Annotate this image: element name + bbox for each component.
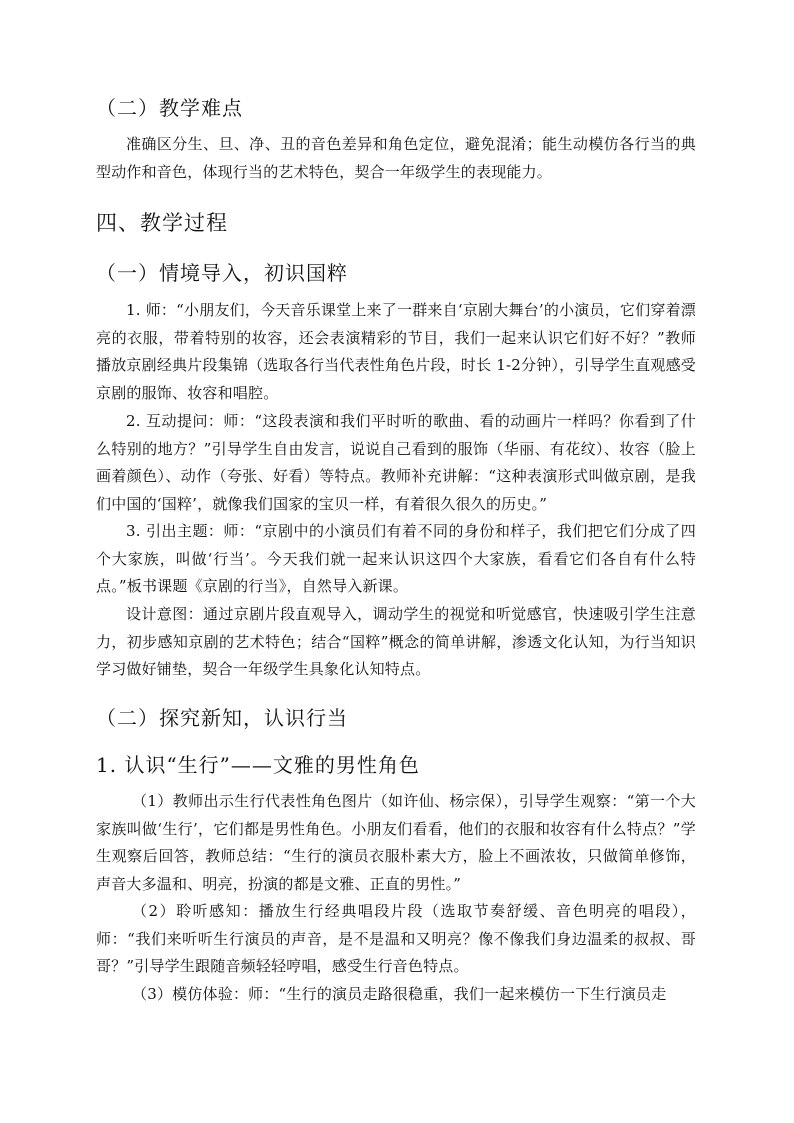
paragraph-design-intent: 设计意图：通过京剧片段直观导入，调动学生的视觉和听觉感官，快速吸引学生注意力，初步感知京剧的艺术特色；结合“国粹”概念的简单讲解，渗透文化认知，为行当知识学习做好铺垫，契合一年级学生具象化认知特点。 (96, 605, 696, 678)
paragraph-sheng-1: （1）教师出示生行代表性角色图片（如许仙、杨宗保），引导学生观察：“第一个大家族叫做‘生行’，它们都是男性角色。小朋友们看看，他们的衣服和妆容有什么特点？”学生观察后回答，教师总结：“生行的演员衣服朴素大方，脸上不画浓妆，只做简单修饰，声音大多温和、明亮，扮演的都是文雅、正直的男性。” (96, 792, 696, 893)
paragraph-intro-1: 1. 师：“小朋友们，今天音乐课堂上来了一群来自‘京剧大舞台’的小演员，它们穿着漂亮的衣服，带着特别的妆容，还会表演精彩的节目，我们一起来认识它们好不好？”教师播放京剧经典片段集锦（选取各行当代表性角色片段，时长 1-2分钟），引导学生直观感受京剧的服饰、妆容和唱腔。 (96, 301, 696, 402)
paragraph-sheng-3: （3）模仿体验：师：“生行的演员走路很稳重，我们一起来模仿一下生行演员走 (132, 985, 667, 1003)
heading-explore-new-knowledge: （二）探究新知，认识行当 (96, 706, 348, 730)
heading-teaching-process: 四、教学过程 (96, 211, 228, 235)
heading-sheng-role: 1. 认识“生行”——文雅的男性角色 (96, 753, 420, 777)
paragraph-intro-3: 3. 引出主题：师：“京剧中的小演员们有着不同的身份和样子，我们把它们分成了四个大家族，叫做‘行当’。今天我们就一起来认识这四个大家族，看看它们各自有什么特点。”板书课题《京剧的行当》，自然导入新课。 (96, 522, 696, 595)
heading-situation-intro: （一）情境导入，初识国粹 (96, 261, 348, 285)
paragraph-sheng-2: （2）聆听感知：播放生行经典唱段片段（选取节奏舒缓、音色明亮的唱段），师：“我们来听听生行演员的声音，是不是温和又明亮？像不像我们身边温柔的叔叔、哥哥？”引导学生跟随音频轻轻哼唱，感受生行音色特点。 (96, 902, 696, 975)
paragraph-teaching-difficulty: 准确区分生、旦、净、丑的音色差异和角色定位，避免混淆；能生动模仿各行当的典型动作和音色，体现行当的艺术特色，契合一年级学生的表现能力。 (96, 135, 696, 181)
paragraph-intro-2: 2. 互动提问：师：“这段表演和我们平时听的歌曲、看的动画片一样吗？你看到了什么特别的地方？”引导学生自由发言，说说自己看到的服饰（华丽、有花纹）、妆容（脸上画着颜色）、动作（夸张、好看）等特点。教师补充讲解：“这种表演形式叫做京剧，是我们中国的‘国粹’，就像我们国家的宝贝一样，有着很久很久的历史。” (96, 412, 696, 513)
heading-teaching-difficulty: （二）教学难点 (96, 96, 243, 120)
